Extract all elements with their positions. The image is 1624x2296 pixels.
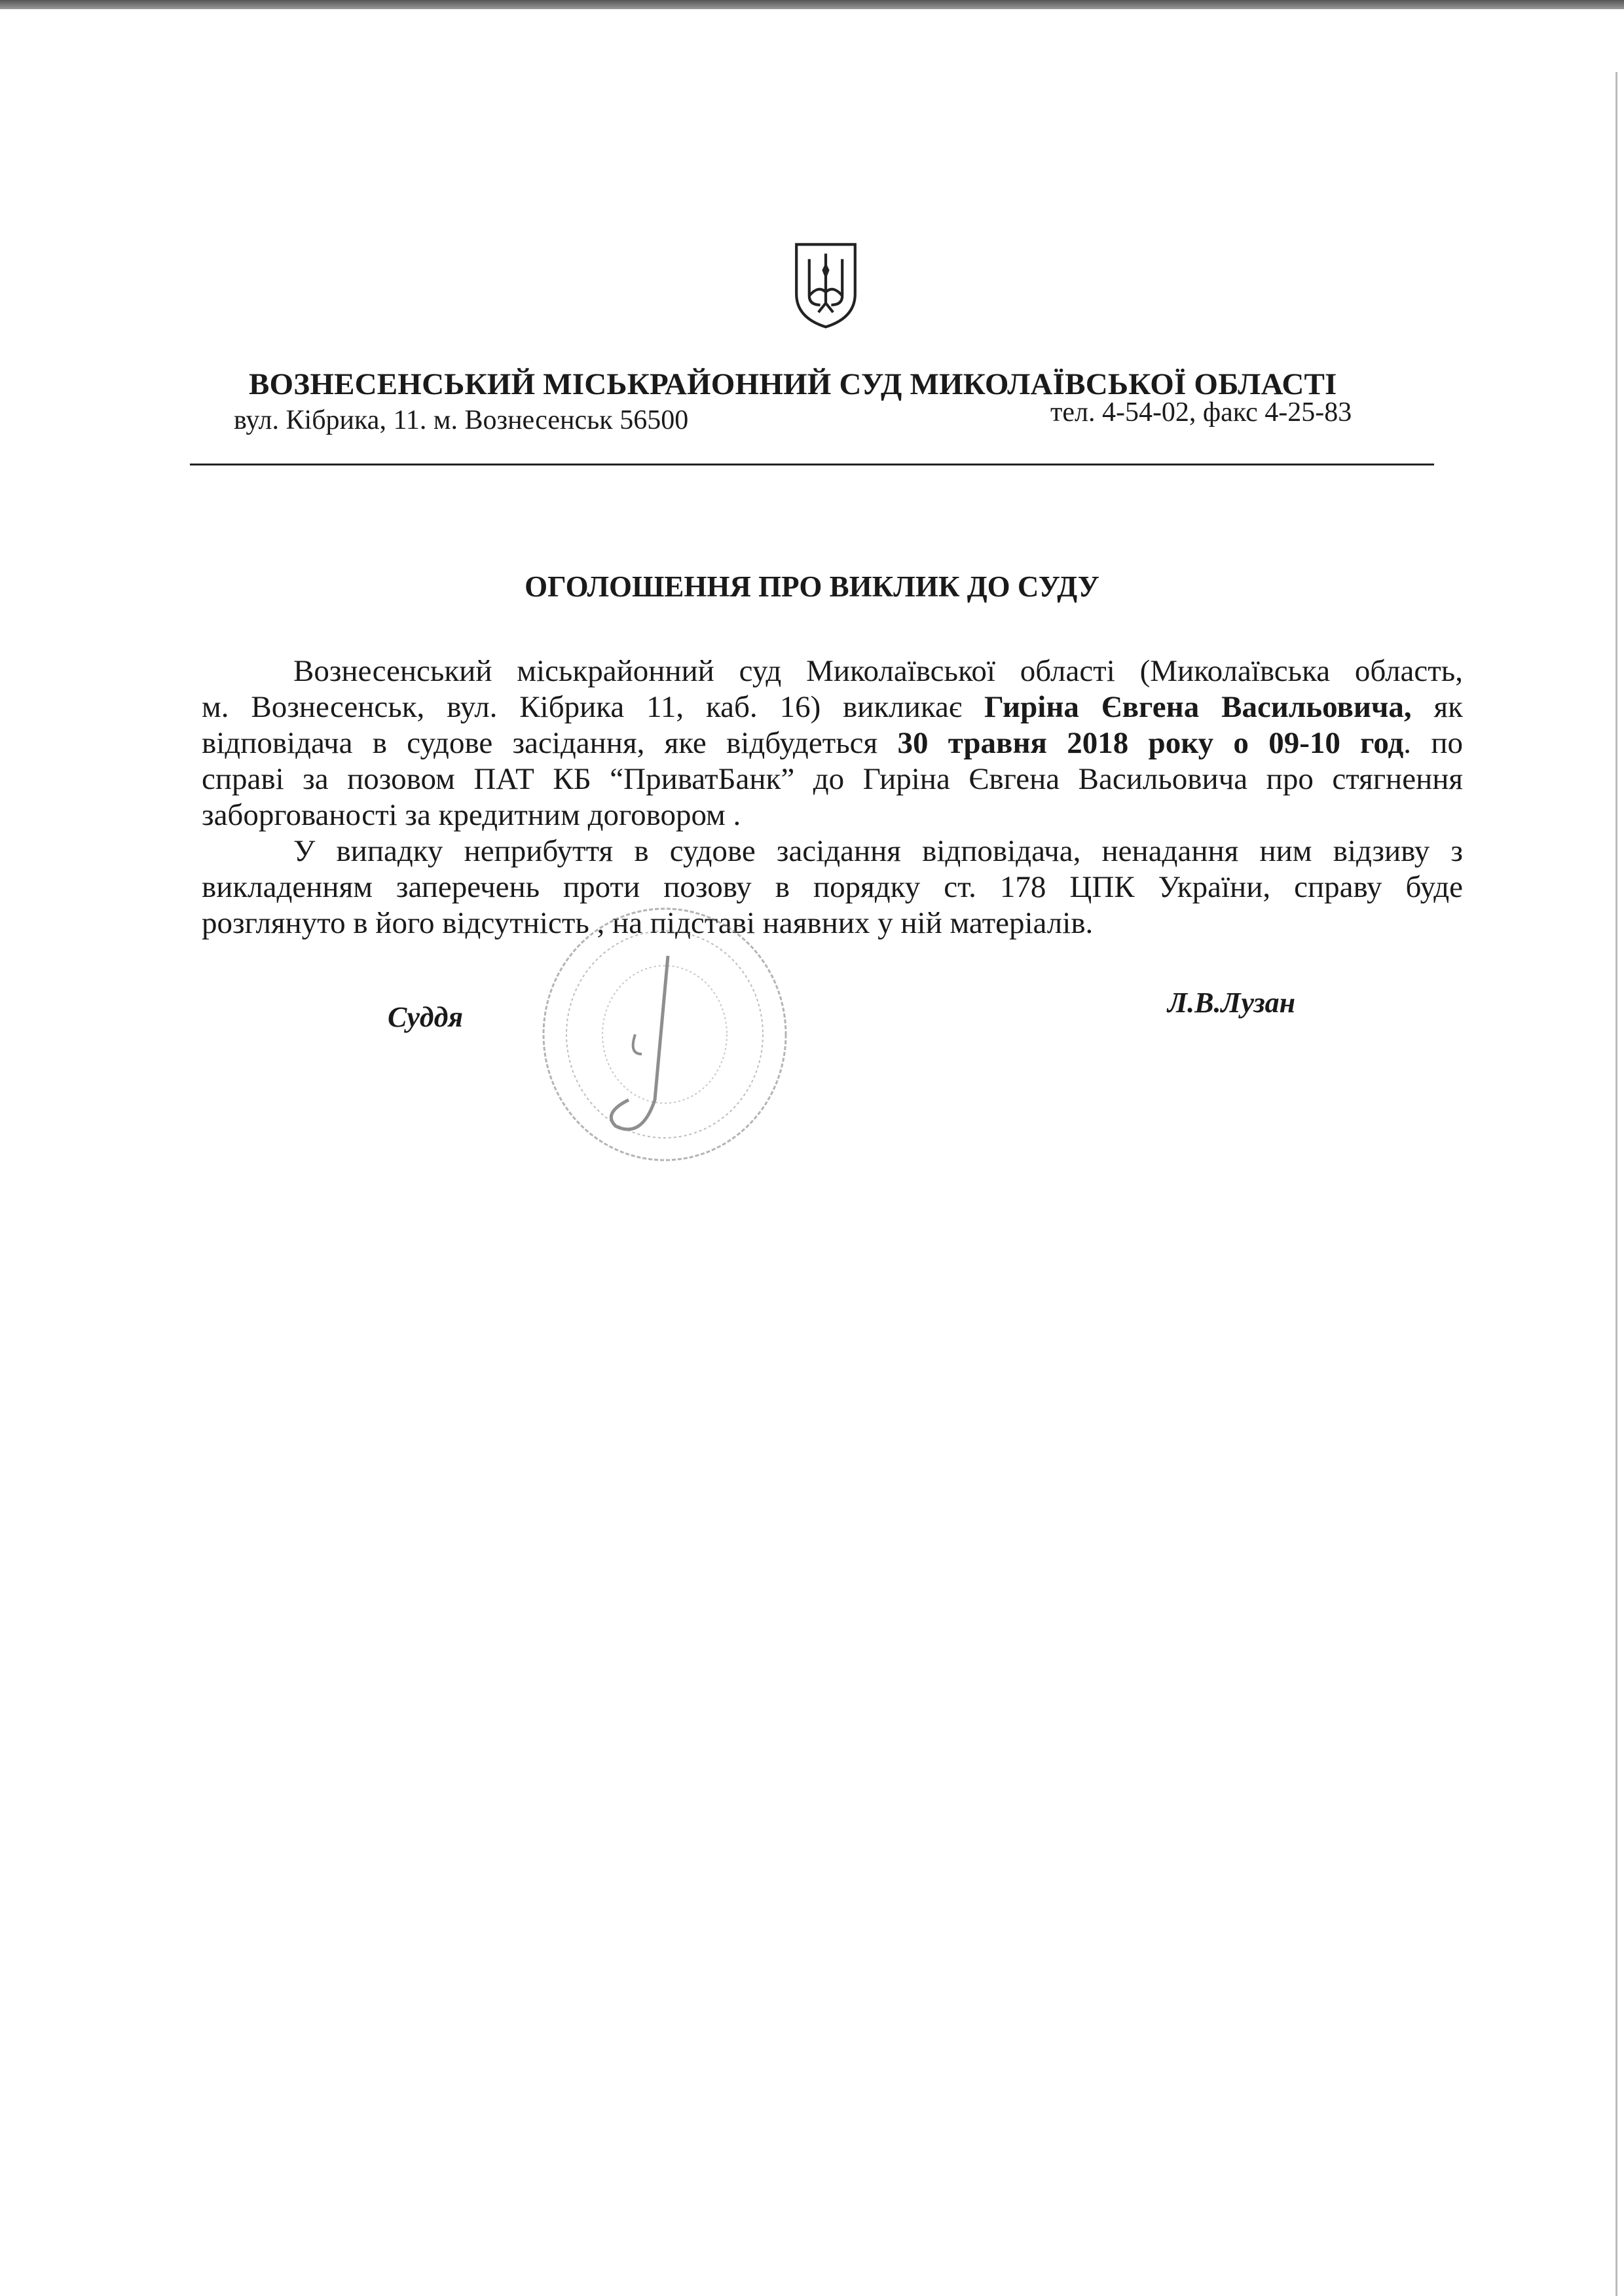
paragraph-1-line: [202, 689, 1463, 725]
text: м. Вознесенськ, вул. Кібрика 11, каб. 16) викликає: [202, 690, 984, 724]
text: як: [1411, 690, 1464, 724]
hearing-datetime: 30 травня 2018 року о 09-10 год: [897, 726, 1404, 760]
trident-emblem-icon: [789, 239, 862, 331]
court-name: ВОЗНЕСЕНСЬКИЙ МІСЬКРАЙОННИЙ СУД МИКОЛАЇВСЬКОЇ ОБЛАСТІ: [249, 367, 1337, 401]
scan-top-edge: [0, 0, 1624, 9]
court-seal-stamp: [537, 903, 792, 1165]
scan-right-edge: [1615, 72, 1617, 2296]
paragraph-2-line: розглянуто в його відсутність , на підставі наявних у ній матеріалів.: [202, 906, 1094, 940]
court-phone-fax: тел. 4-54-02, факс 4-25-83: [1050, 397, 1352, 428]
paragraph-2-line: викладенням заперечень проти позову в порядку ст. 178 ЦПК України, справу буде: [202, 870, 1463, 904]
notice-body: [202, 653, 1463, 941]
paragraph-1-line: справі за позовом ПАТ КБ “ПриватБанк” до Гиріна Євгена Васильовича про стягнення: [202, 762, 1463, 796]
text: відповідача в судове засідання, яке відбудеться: [202, 726, 898, 760]
judge-title: Суддя: [388, 1001, 464, 1033]
judge-name: Л.В.Лузан: [1168, 987, 1296, 1019]
paragraph-1-line: Вознесенський міськрайонний суд Миколаївської області (Миколаївська область,: [293, 654, 1463, 688]
paragraph-1-line: заборгованості за кредитним договором .: [202, 798, 741, 832]
court-address: вул. Кібрика, 11. м. Вознесенськ 56500: [234, 405, 689, 435]
notice-title: ОГОЛОШЕННЯ ПРО ВИКЛИК ДО СУДУ: [525, 570, 1099, 603]
header-divider: [190, 464, 1434, 465]
text: . по: [1403, 726, 1463, 760]
paragraph-2-line: У випадку неприбуття в судове засідання відповідача, ненадання ним відзиву з: [293, 834, 1463, 868]
defendant-name: Гиріна Євгена Васильовича,: [984, 690, 1412, 724]
paragraph-1-line: [202, 725, 1463, 761]
